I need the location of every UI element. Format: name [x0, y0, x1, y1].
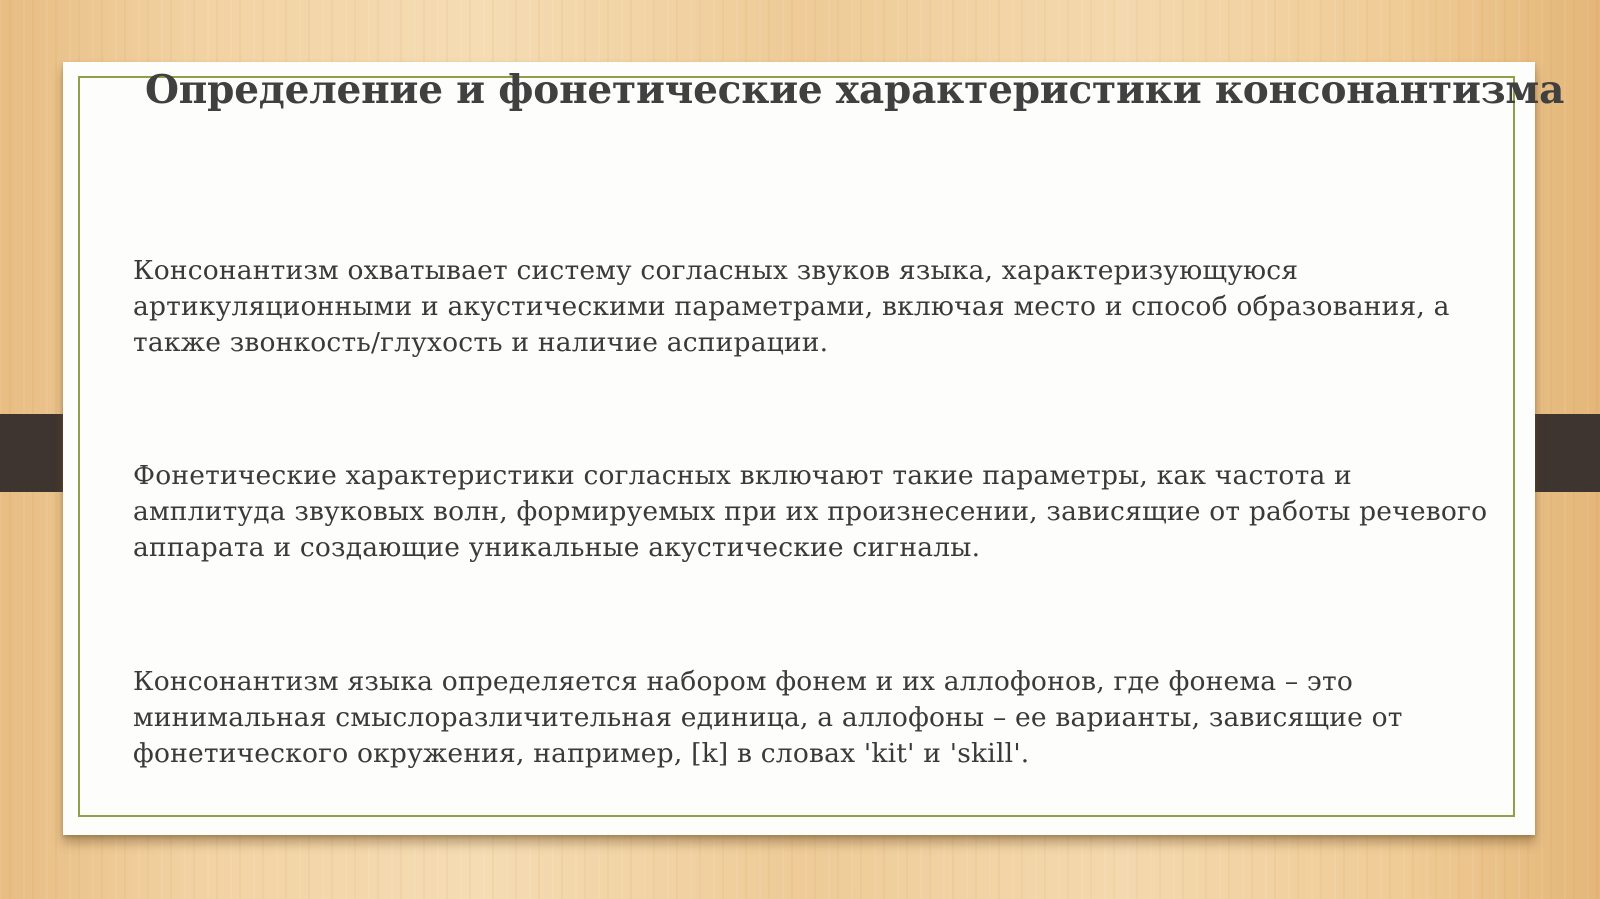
paragraph-definition: Консонантизм охватывает систему согласных звуков языка, характеризующуюся артикуляционными и акустическими параметрами, включая место и способ образования, а также звонкость/глухость и наличие аспирации.: [133, 255, 1450, 358]
slide-title: Определение и фонетические характеристики консонантизма: [145, 67, 1565, 113]
paragraph-phonetic-characteristics: Фонетические характеристики согласных включают такие параметры, как частота и амплитуда звуковых волн, формируемых при их произнесении, зависящие от работы речевого аппарата и создающие уникальные акустические сигналы.: [133, 460, 1488, 563]
paragraph-phonemes-allophones: Консонантизм языка определяется набором фонем и их аллофонов, где фонема – это минимальная смыслоразличительная единица, а аллофоны – ее варианты, зависящие от фонетического окружения, например, [k] в словах 'kit' и 'skill'.: [133, 666, 1403, 769]
